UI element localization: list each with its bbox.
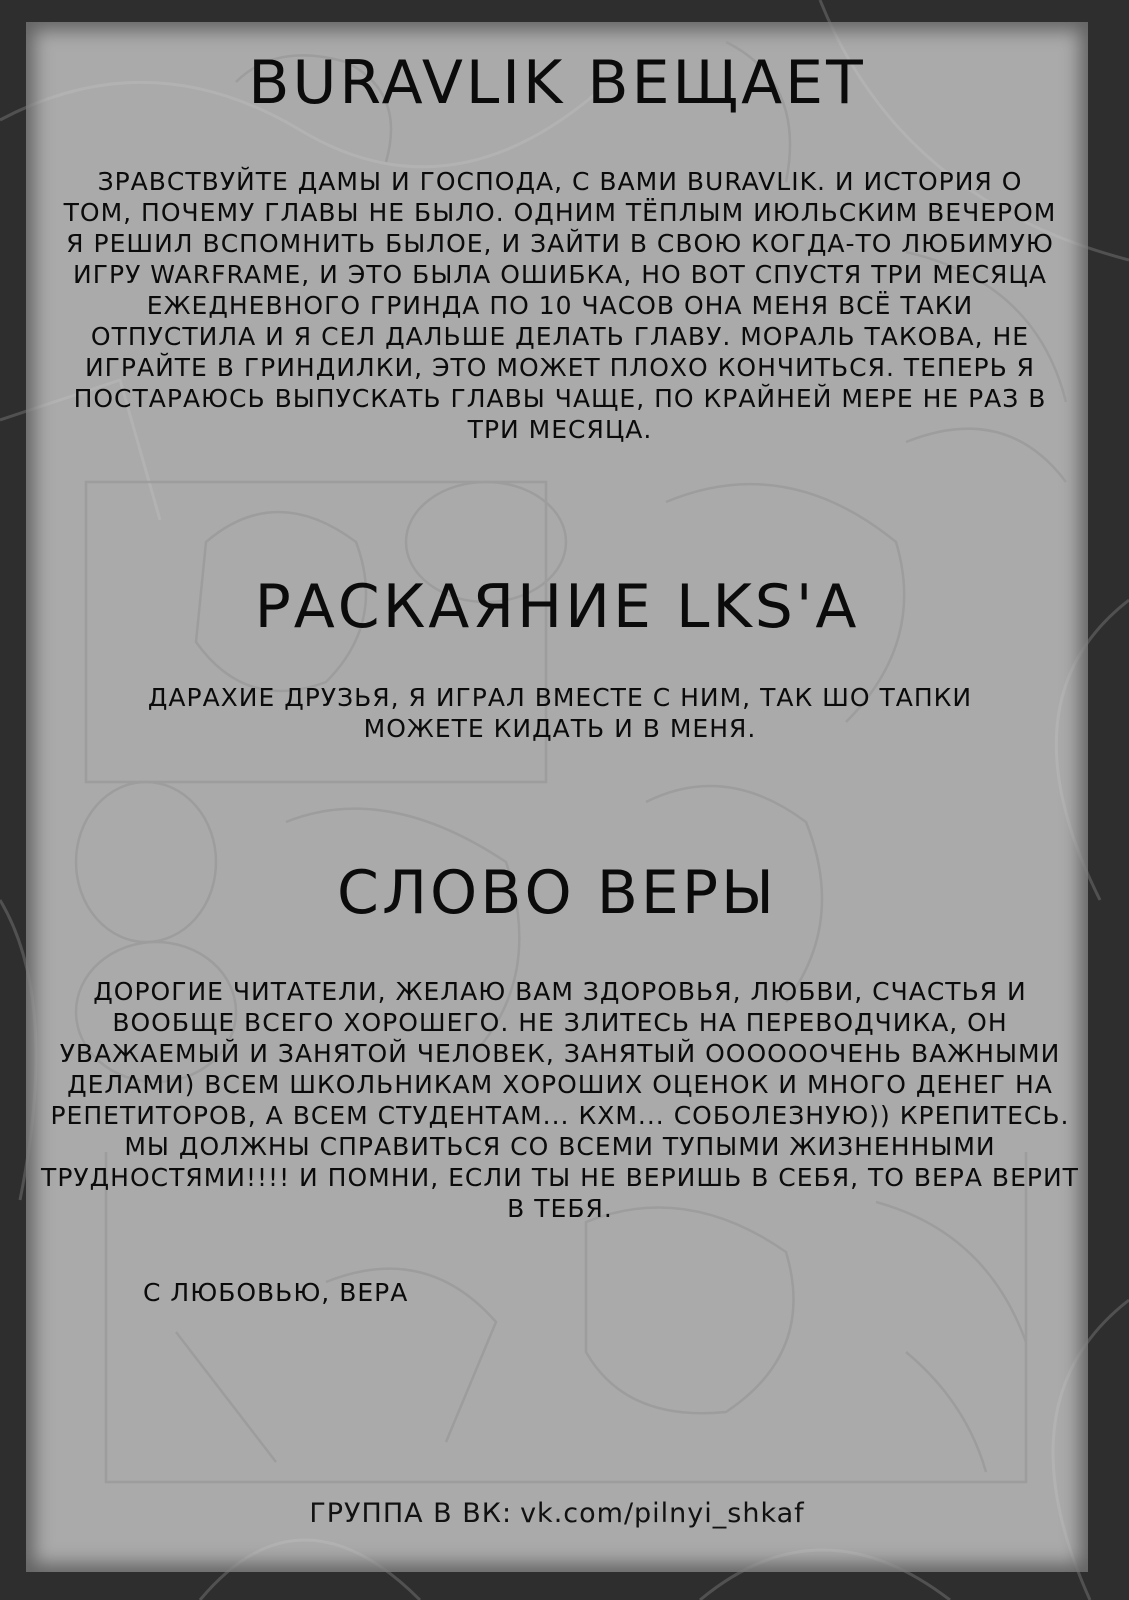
heading-buravlik: BURAVLIK ВЕЩАЕТ bbox=[248, 48, 866, 118]
paragraph-vera: ДОРОГИЕ ЧИТАТЕЛИ, ЖЕЛАЮ ВАМ ЗДОРОВЬЯ, ЛЮБВИ, СЧАСТЬЯ И ВООБЩЕ ВСЕГО ХОРОШЕГО. НЕ ЗЛИТЕСЬ НА ПЕРЕВОДЧИКА, ОН УВАЖАЕМЫЙ И ЗАНЯТОЙ ЧЕЛОВЕК, ЗАНЯТЫЙ ООООООЧЕНЬ ВАЖНЫМИ ДЕЛАМИ) ВСЕМ ШКОЛЬНИКАМ ХОРОШИХ ОЦЕНОК И МНОГО ДЕНЕГ НА РЕПЕТИТОРОВ, А ВСЕМ СТУДЕНТАМ... КХМ... СОБОЛЕЗНУЮ)) КРЕПИТЕСЬ. МЫ ДОЛЖНЫ СПРАВИТЬСЯ СО ВСЕМИ ТУПЫМИ ЖИЗНЕННЫМИ ТРУДНОСТЯМИ!!!! И ПОМНИ, ЕСЛИ ТЫ НЕ ВЕРИШЬ В СЕБЯ, ТО ВЕРА ВЕРИТ В ТЕБЯ. bbox=[41, 977, 1079, 1223]
paragraph-lks: ДАРАХИЕ ДРУЗЬЯ, Я ИГРАЛ ВМЕСТЕ С НИМ, ТАК ШО ТАПКИ МОЖЕТЕ КИДАТЬ И В МЕНЯ. bbox=[147, 683, 973, 743]
paragraph-buravlik: ЗРАВСТВУЙТЕ ДАМЫ И ГОСПОДА, С ВАМИ BURAVLIK. И ИСТОРИЯ О ТОМ, ПОЧЕМУ ГЛАВЫ НЕ БЫЛО. ОДНИМ ТЁПЛЫМ ИЮЛЬСКИМ ВЕЧЕРОМ Я РЕШИЛ ВСПОМНИТЬ БЫЛОЕ, И ЗАЙТИ В СВОЮ КОГДА-ТО ЛЮБИМУЮ ИГРУ WARFRAME, И ЭТО БЫЛА ОШИБКА, НО ВОТ СПУСТЯ ТРИ МЕСЯЦА ЕЖЕДНЕВНОГО ГРИНДА ПО 10 ЧАСОВ ОНА МЕНЯ ВСЁ ТАКИ ОТПУСТИЛА И Я СЕЛ ДАЛЬШЕ ДЕЛАТЬ ГЛАВУ. МОРАЛЬ ТАКОВА, НЕ ИГРАЙТЕ В ГРИНДИЛКИ, ЭТО МОЖЕТ ПЛОХО КОНЧИТЬСЯ. ТЕПЕРЬ Я ПОСТАРАЮСЬ ВЫПУСКАТЬ ГЛАВЫ ЧАЩЕ, ПО КРАЙНЕЙ МЕРЕ НЕ РАЗ В ТРИ МЕСЯЦА. bbox=[63, 167, 1057, 444]
vk-group-link[interactable]: vk.com/pilnyi_shkaf bbox=[520, 1498, 805, 1529]
heading-lks: РАСКАЯНИЕ LKS'А bbox=[254, 572, 860, 642]
footer bbox=[26, 1497, 1088, 1531]
footer-label: ГРУППА В ВК: bbox=[309, 1498, 513, 1529]
signature-vera: С ЛЮБОВЬЮ, ВЕРА bbox=[143, 1278, 409, 1307]
heading-vera: СЛОВО ВЕРЫ bbox=[337, 858, 777, 928]
